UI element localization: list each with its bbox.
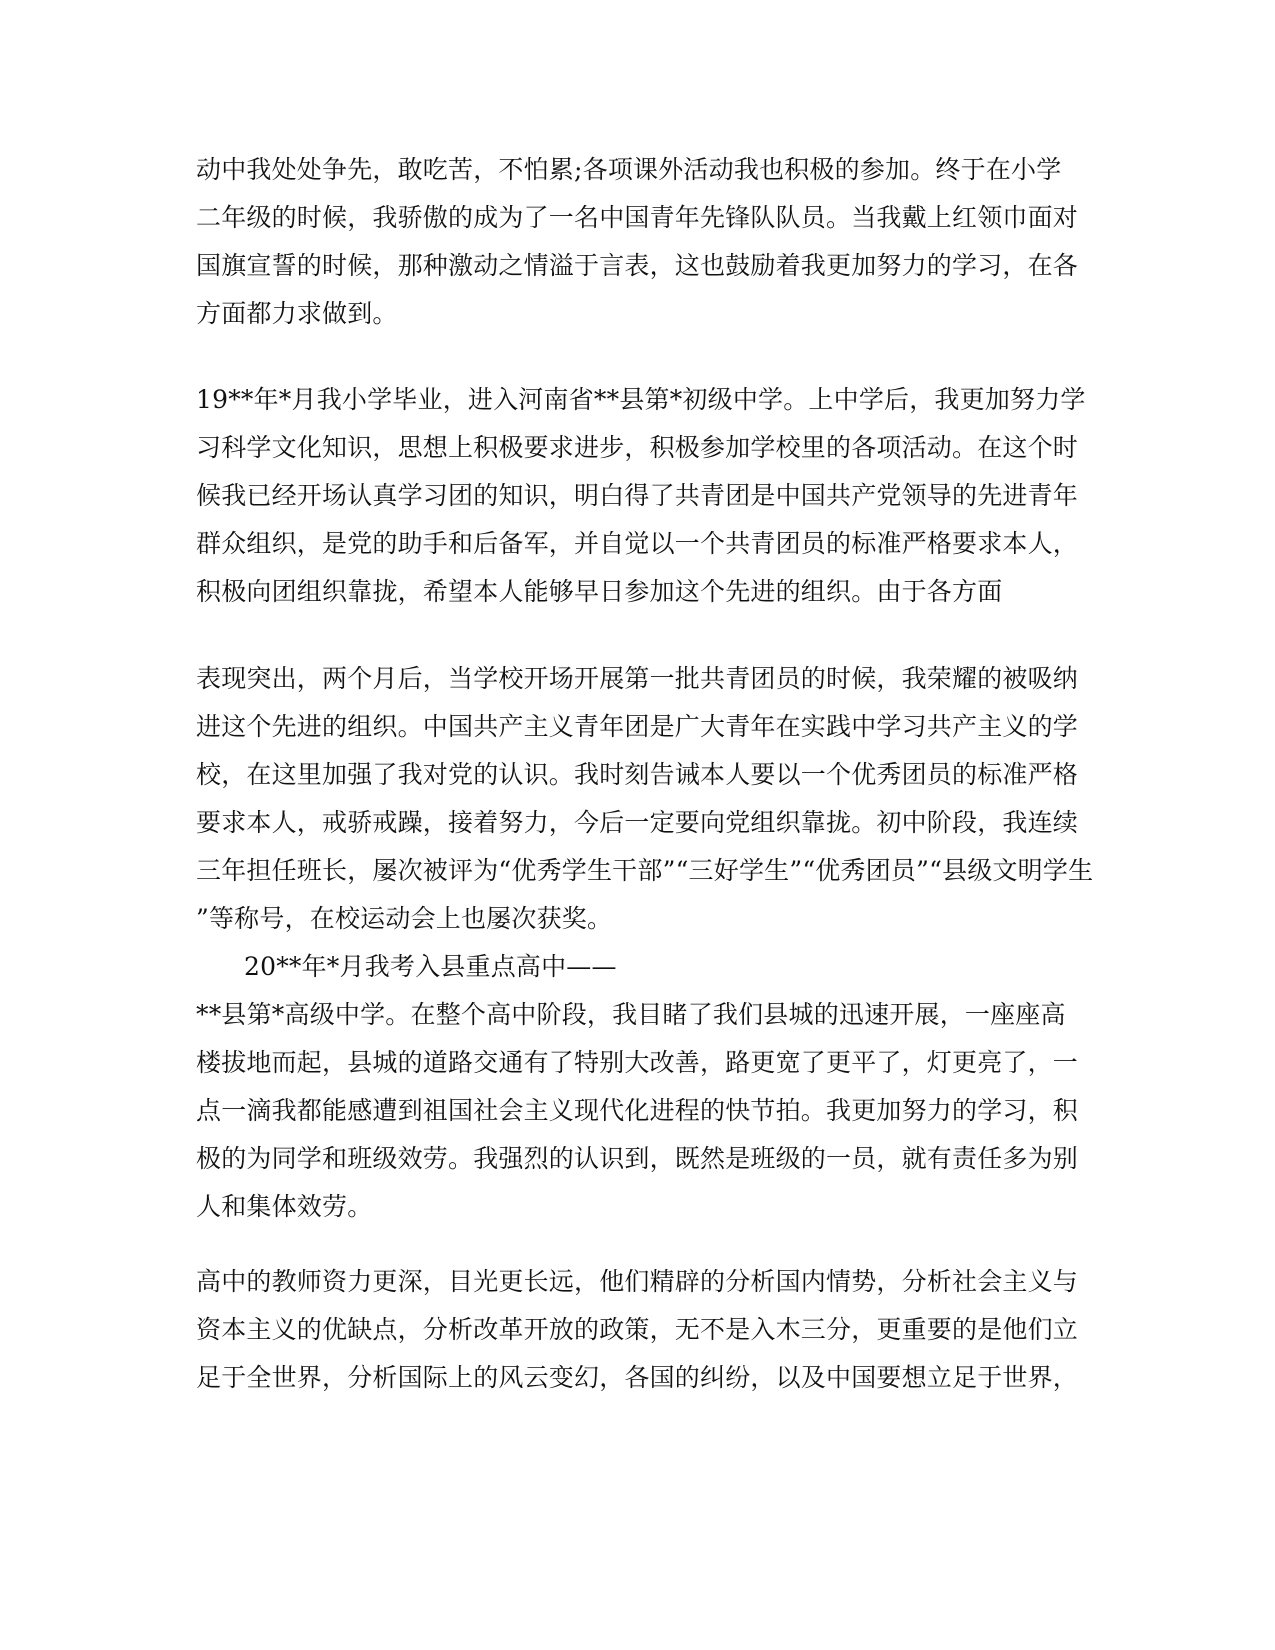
text-line: 楼拔地而起，县城的道路交通有了特别大改善，路更宽了更平了，灯更亮了，一 xyxy=(196,1048,1079,1077)
text-line: 动中我处处争先，敢吃苦，不怕累;各项课外活动我也积极的参加。终于在小学 xyxy=(196,155,1062,184)
text-line: 表现突出，两个月后，当学校开场开展第一批共青团员的时候，我荣耀的被吸纳 xyxy=(196,664,1079,693)
text-line: 进这个先进的组织。中国共产主义青年团是广大青年在实践中学习共产主义的学 xyxy=(196,712,1079,741)
text-line: 候我已经开场认真学习团的知识，明白得了共青团是中国共产党领导的先进青年 xyxy=(196,481,1079,510)
text-line: 点一滴我都能感遭到祖国社会主义现代化进程的快节拍。我更加努力的学习，积 xyxy=(196,1096,1079,1125)
paragraph-1 xyxy=(196,146,1079,338)
text-line: 足于全世界，分析国际上的风云变幻，各国的纠纷，以及中国要想立足于世界， xyxy=(196,1363,1079,1392)
text-line: 三年担任班长，屡次被评为“优秀学生干部”“三好学生”“优秀团员”“县级文明学生 xyxy=(196,856,1094,885)
text-line: 国旗宣誓的时候，那种激动之情溢于言表，这也鼓励着我更加努力的学习，在各 xyxy=(196,251,1079,280)
text-line: 校，在这里加强了我对党的认识。我时刻告诫本人要以一个优秀团员的标准严格 xyxy=(196,760,1079,789)
text-line: 极的为同学和班级效劳。我强烈的认识到，既然是班级的一员，就有责任多为别 xyxy=(196,1144,1079,1173)
text-line: 方面都力求做到。 xyxy=(196,299,398,328)
text-line: 人和集体效劳。 xyxy=(196,1192,373,1221)
text-line: **县第*高级中学。在整个高中阶段，我目睹了我们县城的迅速开展，一座座高 xyxy=(196,1000,1066,1029)
text-line: 积极向团组织靠拢，希望本人能够早日参加这个先进的组织。由于各方面 xyxy=(196,577,1003,606)
text-line-indented: 20**年*月我考入县重点高中—— xyxy=(244,952,617,981)
text-line: ”等称号，在校运动会上也屡次获奖。 xyxy=(196,904,613,933)
text-line: 习科学文化知识，思想上积极要求进步，积极参加学校里的各项活动。在这个时 xyxy=(196,433,1079,462)
text-line: 群众组织，是党的助手和后备军，并自觉以一个共青团员的标准严格要求本人， xyxy=(196,529,1079,558)
paragraph-4 xyxy=(196,1258,1079,1402)
text-line: 19**年*月我小学毕业，进入河南省**县第*初级中学。上中学后，我更加努力学 xyxy=(196,385,1086,414)
text-line: 高中的教师资力更深，目光更长远，他们精辟的分析国内情势，分析社会主义与 xyxy=(196,1267,1079,1296)
paragraph-3 xyxy=(196,655,1094,1231)
text-line: 资本主义的优缺点，分析改革开放的政策，无不是入木三分，更重要的是他们立 xyxy=(196,1315,1079,1344)
paragraph-2 xyxy=(196,376,1086,616)
text-line: 二年级的时候，我骄傲的成为了一名中国青年先锋队队员。当我戴上红领巾面对 xyxy=(196,203,1079,232)
text-line: 要求本人，戒骄戒躁，接着努力，今后一定要向党组织靠拢。初中阶段，我连续 xyxy=(196,808,1079,837)
